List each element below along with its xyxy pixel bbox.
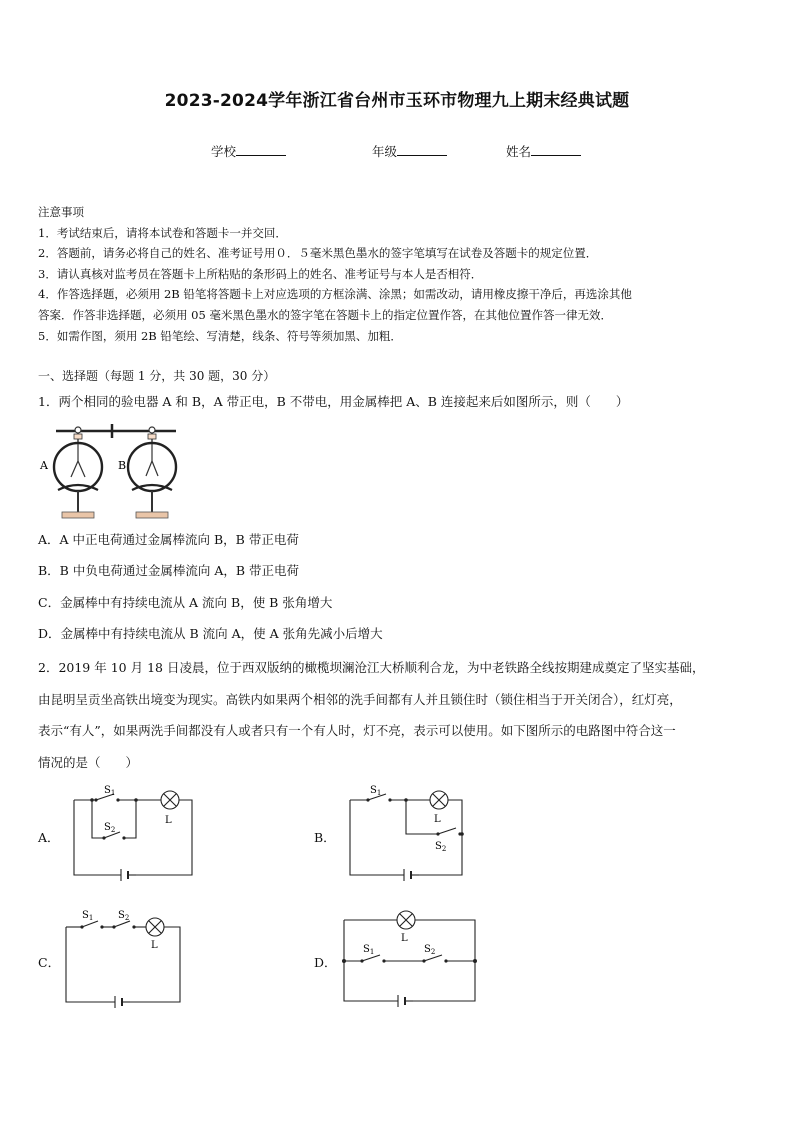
circuit-d [338, 905, 483, 1010]
circuit-a-lamp-label: L [165, 815, 172, 826]
electroscope-b [128, 427, 176, 518]
circuit-d-lamp-label: L [401, 933, 408, 944]
circuit-d-s2-label: $S_2$ [424, 944, 436, 956]
q2-line: 表示“有人”，如果两洗手间都没有人或者只有一个有人时，灯不亮，表示可以使用。如下图所示的电路图中符合这一 [38, 723, 676, 738]
notice-heading: 注意事项 [38, 205, 84, 219]
page-title: 2023-2024学年浙江省台州市玉环市物理九上期末经典试题 [164, 91, 630, 111]
circuit-c-s1-label: $S_1$ [82, 910, 94, 922]
q2-option-c-label: C． [38, 955, 61, 970]
name-field [506, 141, 581, 160]
circuit-b-s2-label: $S_2$ [435, 841, 447, 853]
q2-option-b-label: B． [314, 830, 336, 845]
electroscope-a-label: A [40, 459, 48, 472]
name-blank [531, 141, 581, 156]
q1-option-c: C．金属棒中有持续电流从 A 流向 B，使 B 张角增大 [38, 595, 333, 610]
q2-option-a-label: A． [38, 830, 60, 845]
q2-line: 2．2019 年 10 月 18 日凌晨，位于西双版纳的橄榄坝澜沧江大桥顺利合龙，为中老铁路全线按期建成奠定了坚实基础， [38, 660, 705, 675]
name-label: 姓名 [506, 144, 532, 159]
grade-label: 年级 [372, 144, 398, 159]
question-1-stem: 1．两个相同的验电器 A 和 B，A 带正电，B 不带电，用金属棒把 A、B 连接起来后如图所示，则（ ） [38, 394, 629, 409]
q1-option-b: B．B 中负电荷通过金属棒流向 A，B 带正电荷 [38, 563, 300, 578]
grade-field [372, 141, 447, 160]
question-2-stem [38, 652, 758, 778]
electroscope-a [54, 427, 102, 518]
grade-blank [397, 141, 447, 156]
circuit-b [342, 783, 472, 883]
circuit-c [60, 908, 190, 1008]
section-heading: 一、选择题（每题 1 分，共 30 题，30 分） [38, 369, 276, 383]
notice-item: 3．请认真核对监考员在答题卡上所粘贴的条形码上的姓名、准考证号与本人是否相符． [38, 266, 483, 281]
notice-item: 1．考试结束后，请将本试卷和答题卡一并交回． [38, 225, 287, 240]
school-blank [236, 141, 286, 156]
circuit-c-s2-label: $S_2$ [118, 910, 130, 922]
notice-item: 4．作答选择题，必须用 2B 铅笔将答题卡上对应选项的方框涂满、涂黑；如需改动，请用橡皮擦干净后，再选涂其他 [38, 287, 632, 302]
q2-option-d-label: D． [314, 955, 337, 970]
circuit-b-lamp-label: L [434, 814, 441, 825]
q1-option-d: D．金属棒中有持续电流从 B 流向 A，使 A 张角先减小后增大 [38, 626, 383, 641]
notice-item: 答案．作答非选择题，必须用 05 毫米黑色墨水的签字笔在答题卡上的指定位置作答，在其他位置作答一律无效． [38, 307, 612, 322]
electroscope-b-label: B [118, 459, 127, 472]
q2-line: 情况的是（ ） [38, 754, 139, 770]
circuit-c-lamp-label: L [151, 940, 158, 951]
circuit-a-s2-label: $S_2$ [104, 822, 116, 834]
circuit-b-s1-label: $S_1$ [370, 785, 382, 797]
electroscope-figure [38, 420, 188, 522]
school-label: 学校 [211, 144, 237, 159]
notice-block [38, 202, 758, 346]
notice-item: 2．答题前，请务必将自己的姓名、准考证号用０．５毫米黑色墨水的签字笔填写在试卷及答题卡的规定位置． [38, 246, 598, 261]
circuit-a [66, 783, 196, 883]
circuit-d-s1-label: $S_1$ [363, 944, 375, 956]
notice-item: 5．如需作图，须用 2B 铅笔绘、写清楚，线条、符号等须加黑、加粗． [38, 328, 402, 343]
q1-option-a: A．A 中正电荷通过金属棒流向 B，B 带正电荷 [38, 532, 299, 547]
q2-line: 由昆明呈贡坐高铁出境变为现实。高铁内如果两个相邻的洗手间都有人并且锁住时（锁住相当于开关闭合），红灯亮， [38, 691, 682, 707]
school-field [211, 141, 286, 160]
circuit-a-s1-label: $S_1$ [104, 785, 116, 797]
